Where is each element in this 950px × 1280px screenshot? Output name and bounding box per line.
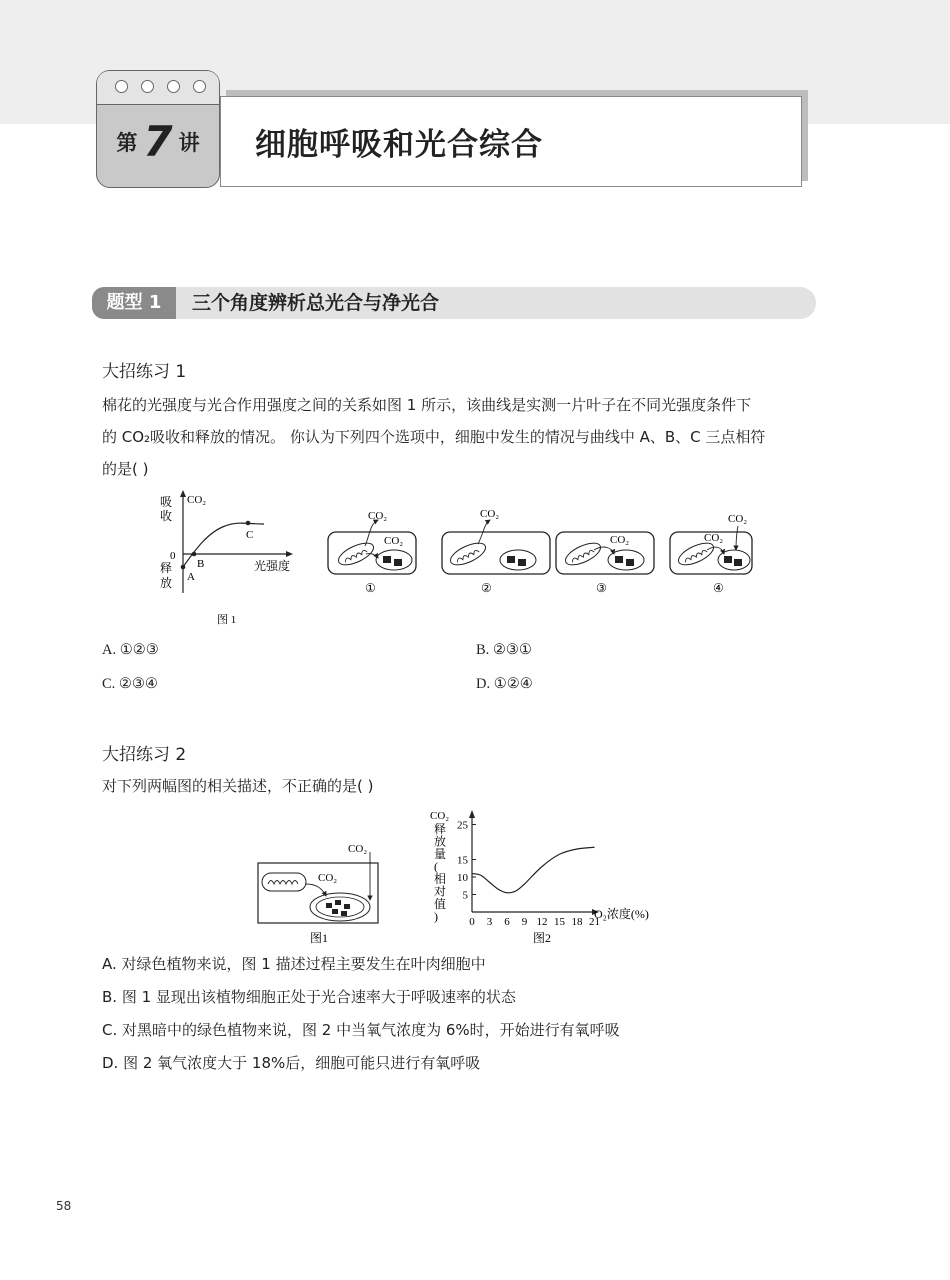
fig1-co2-top: CO₂: [348, 843, 368, 855]
lecture-tab-dots: [97, 71, 219, 105]
tab-dot: [115, 80, 128, 93]
x-axis-arrow: [286, 551, 293, 557]
q2-fig1-cell: [256, 836, 382, 948]
tab-dot: [141, 80, 154, 93]
lecture-prefix: 第: [116, 131, 138, 155]
q1-option-d[interactable]: D. ①②④: [476, 676, 533, 692]
chart-x-tick-label: 3: [486, 916, 493, 928]
lecture-tab: [96, 70, 220, 188]
y-axis-absorb-2: 收: [160, 509, 173, 523]
cell-4-co2-out: CO₂: [728, 513, 748, 525]
q1-option-c[interactable]: C. ②③④: [102, 676, 158, 692]
chart-y-arrow: [469, 810, 475, 818]
q2-option-d[interactable]: D. 图 2 氧气浓度大于 18%后，细胞可能只进行有氧呼吸: [102, 1054, 481, 1072]
chart-x-tick-label: 18: [571, 916, 583, 928]
chart-ylabel-char: 放: [434, 834, 447, 849]
cell-2: [442, 508, 550, 595]
chart-x-tick-label: 6: [504, 916, 510, 928]
cell-1-co2-in: CO₂: [384, 535, 404, 547]
chart-y-tick-label: 5: [462, 889, 468, 902]
section-title: 三个角度辨析总光合与净光合: [192, 292, 440, 314]
chart-ylabel-char: ): [434, 909, 438, 924]
chart-x-tick-label: 0: [469, 916, 475, 928]
lecture-title: 细胞呼吸和光合综合: [255, 127, 543, 163]
chart-ylabel-char: 值: [434, 897, 447, 911]
page-number: 58: [56, 1199, 72, 1213]
chart-ylabel-char: (: [434, 859, 438, 874]
q1-stem-line-3: 的是( ): [102, 460, 149, 478]
y-axis-absorb-1: 吸: [160, 495, 173, 509]
exercise-1-heading: 大招练习 1: [102, 362, 187, 382]
tab-dot: [167, 80, 180, 93]
chart-xlabel: O₂浓度(%): [594, 907, 649, 921]
cell-2-co2-out: CO₂: [480, 508, 500, 520]
y-axis-release-2: 放: [160, 576, 173, 590]
chart-y-tick-label: 10: [457, 872, 468, 884]
q2-option-a[interactable]: A. 对绿色植物来说，图 1 描述过程主要发生在叶肉细胞中: [102, 955, 486, 973]
point-b: [192, 552, 197, 557]
chart-y-tick-label: 25: [457, 819, 468, 832]
y-axis-release-1: 释: [160, 561, 173, 575]
cell-1: [328, 510, 416, 595]
cell-4-number: ④: [713, 581, 724, 595]
x-axis-label: 光强度: [254, 559, 291, 573]
point-b-label: B: [197, 558, 205, 570]
lecture-label: [97, 117, 219, 166]
zero-label: 0: [170, 550, 176, 562]
fig1-caption: 图 1: [217, 614, 237, 626]
chart-x-tick-label: 21: [589, 916, 600, 928]
point-a-label: A: [187, 571, 195, 583]
chart-ylabel-co2: CO₂: [430, 810, 450, 822]
lecture-suffix: 讲: [178, 131, 200, 155]
q1-stem-line-2: 的 CO₂吸收和释放的情况。 你认为下列四个选项中，细胞中发生的情况与曲线中 A、B、C 三点相符: [102, 428, 766, 446]
q2-option-c[interactable]: C. 对黑暗中的绿色植物来说，图 2 中当氧气浓度为 6%时，开始进行有氧呼吸: [102, 1021, 620, 1039]
fig1-caption: 图1: [310, 931, 329, 945]
cell-1-number: ①: [365, 581, 376, 595]
chart-ylabel-char: 量: [434, 847, 447, 861]
point-c-label: C: [246, 529, 254, 541]
point-a: [181, 565, 186, 570]
chart-ylabel-char: 对: [434, 884, 447, 899]
q1-option-a[interactable]: A. ①②③: [102, 642, 159, 658]
cell-3: [556, 532, 654, 595]
chart-x-tick-label: 9: [521, 916, 528, 928]
q1-stem-line-1: 棉花的光强度与光合作用强度之间的关系如图 1 所示，该曲线是实测一片叶子在不同光强度条件下: [102, 396, 752, 414]
cell-4: [670, 513, 752, 595]
lecture-number: 7: [143, 117, 173, 166]
lecture-title-box: [220, 96, 802, 187]
chart-ylabel-char: 释: [434, 822, 447, 836]
cell-3-number: ③: [596, 581, 607, 595]
q2-option-b[interactable]: B. 图 1 显现出该植物细胞正处于光合速率大于呼吸速率的状态: [102, 988, 516, 1006]
cell-3-co2-in: CO₂: [610, 534, 630, 546]
chart-ylabel: [434, 822, 446, 924]
chart-x-tick-label: 12: [536, 916, 548, 928]
q2-stem: 对下列两幅图的相关描述，不正确的是( ): [102, 777, 374, 795]
cell-1-co2-out: CO₂: [368, 510, 388, 522]
q2-fig2-chart: [426, 806, 666, 948]
y-axis-co2-label: CO₂: [187, 494, 207, 506]
fig1-co2-mid: CO₂: [318, 872, 338, 884]
section-tag: 题型 1: [92, 287, 176, 319]
y-axis-arrow: [180, 490, 186, 497]
q1-light-curve-graph: [150, 488, 310, 633]
point-c: [246, 521, 251, 526]
chart-x-tick-label: 15: [554, 916, 565, 928]
fig2-caption: 图2: [533, 931, 552, 945]
cell-4-co2-in: CO₂: [704, 532, 724, 544]
q1-cell-diagrams: [318, 500, 768, 600]
chart-y-tick-label: 15: [457, 854, 468, 867]
chart-ylabel-char: 相: [434, 872, 447, 886]
q1-option-b[interactable]: B. ②③①: [476, 642, 532, 658]
cell-2-number: ②: [481, 581, 492, 595]
tab-dot: [193, 80, 206, 93]
co2-release-curve: [472, 847, 595, 893]
exercise-2-heading: 大招练习 2: [102, 745, 187, 765]
